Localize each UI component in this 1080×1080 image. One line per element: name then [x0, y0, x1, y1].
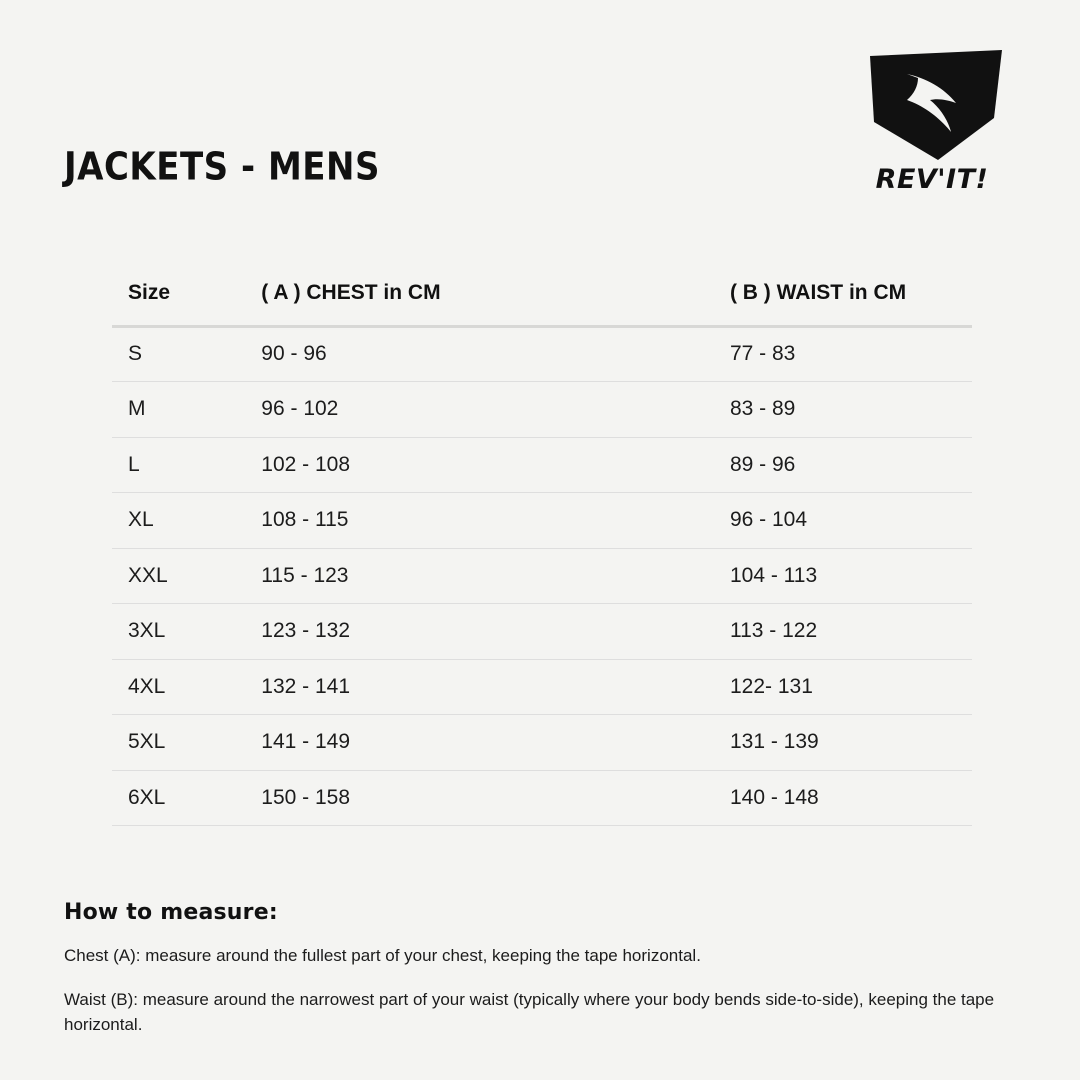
page-title: JACKETS - MENS	[64, 144, 380, 190]
table-row	[112, 437, 972, 493]
column-header-waist: ( B ) WAIST in CM	[714, 262, 972, 326]
cell-size: 3XL	[112, 604, 245, 660]
cell-size: M	[112, 382, 245, 438]
cell-chest: 96 - 102	[245, 382, 714, 438]
cell-size: 6XL	[112, 770, 245, 826]
cell-size: L	[112, 437, 245, 493]
cell-chest: 123 - 132	[245, 604, 714, 660]
size-table-container	[112, 262, 972, 826]
table-header	[112, 262, 972, 326]
how-to-measure-section	[64, 900, 1010, 1038]
cell-waist: 140 - 148	[714, 770, 972, 826]
revit-logo	[852, 48, 1012, 198]
table-header-row	[112, 262, 972, 326]
cell-waist: 122- 131	[714, 659, 972, 715]
table-row	[112, 604, 972, 660]
measure-instruction-chest: Chest (A): measure around the fullest part of your chest, keeping the tape horizontal.	[64, 946, 701, 965]
size-table	[112, 262, 972, 826]
cell-chest: 132 - 141	[245, 659, 714, 715]
svg-text:REV'IT!: REV'IT!	[875, 164, 989, 195]
cell-size: S	[112, 326, 245, 382]
cell-waist: 83 - 89	[714, 382, 972, 438]
table-row	[112, 770, 972, 826]
cell-size: 4XL	[112, 659, 245, 715]
cell-waist: 89 - 96	[714, 437, 972, 493]
cell-size: XL	[112, 493, 245, 549]
table-row	[112, 548, 972, 604]
cell-chest: 150 - 158	[245, 770, 714, 826]
how-to-measure-title: How to measure:	[64, 900, 278, 925]
cell-chest: 115 - 123	[245, 548, 714, 604]
table-body	[112, 326, 972, 826]
measure-instruction-waist: Waist (B): measure around the narrowest part of your waist (typically where your body bends side-to-side), keeping the tape horizontal.	[64, 989, 995, 1034]
table-row	[112, 382, 972, 438]
table-row	[112, 715, 972, 771]
cell-chest: 90 - 96	[245, 326, 714, 382]
page-header	[0, 0, 1080, 240]
cell-waist: 131 - 139	[714, 715, 972, 771]
cell-waist: 113 - 122	[714, 604, 972, 660]
table-row	[112, 493, 972, 549]
cell-chest: 141 - 149	[245, 715, 714, 771]
column-header-chest: ( A ) CHEST in CM	[245, 262, 714, 326]
cell-waist: 96 - 104	[714, 493, 972, 549]
table-row	[112, 326, 972, 382]
cell-size: 5XL	[112, 715, 245, 771]
table-row	[112, 659, 972, 715]
cell-waist: 104 - 113	[714, 548, 972, 604]
cell-chest: 102 - 108	[245, 437, 714, 493]
cell-size: XXL	[112, 548, 245, 604]
column-header-size: Size	[112, 262, 245, 326]
cell-chest: 108 - 115	[245, 493, 714, 549]
cell-waist: 77 - 83	[714, 326, 972, 382]
